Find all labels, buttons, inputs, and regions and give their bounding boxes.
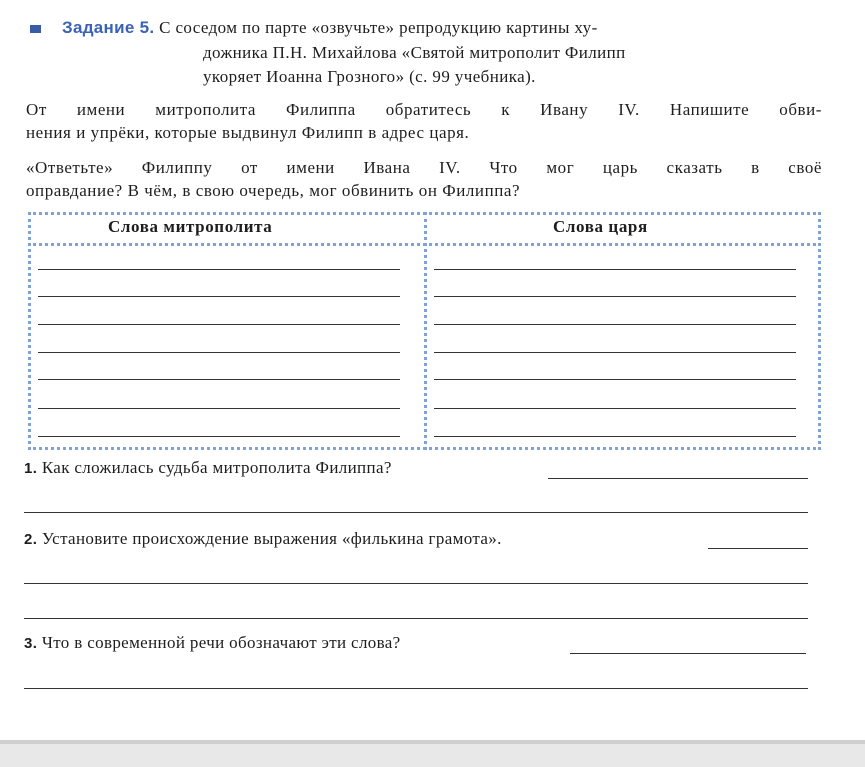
table-right-border (818, 212, 821, 450)
metropolitan-answer-line[interactable] (38, 324, 400, 325)
paragraph-2-line-2: оправдание? В чём, в свою очередь, мог обвинить он Филиппа? (26, 180, 521, 200)
question-1-answer-line[interactable] (24, 512, 808, 513)
instruction-paragraph-2 (26, 157, 822, 202)
viewer-bottom-bar (0, 740, 865, 767)
tsar-answer-line[interactable] (434, 379, 796, 380)
question-2-number: 2. (24, 531, 38, 548)
tsar-answer-line[interactable] (434, 296, 796, 297)
question-3 (24, 633, 401, 653)
question-2-answer-line[interactable] (24, 618, 808, 619)
instruction-paragraph-1 (26, 99, 822, 144)
task-heading (26, 16, 826, 90)
table-left-border (28, 212, 31, 450)
task-label: Задание 5. (62, 18, 155, 37)
paragraph-2-line-1: «Ответьте» Филиппу от имени Ивана IV. Что мог царь сказать в своё (26, 158, 822, 177)
question-1-text: Как сложилась судьба митрополита Филиппа? (41, 458, 392, 477)
question-2 (24, 529, 502, 549)
question-1-number: 1. (24, 460, 38, 477)
question-2-text: Установите происхождение выражения «филькина грамота». (41, 529, 502, 548)
metropolitan-answer-line[interactable] (38, 352, 400, 353)
column-header-tsar: Слова царя (553, 217, 648, 236)
tsar-answer-line[interactable] (434, 436, 796, 437)
tsar-answer-line[interactable] (434, 408, 796, 409)
tsar-answer-line[interactable] (434, 324, 796, 325)
dialogue-table (28, 212, 821, 450)
paragraph-1-line-1: От имени митрополита Филиппа обратитесь к Ивану IV. Напишите обви- (26, 100, 822, 119)
question-3-answer-line[interactable] (24, 688, 808, 689)
metropolitan-answer-line[interactable] (38, 408, 400, 409)
tsar-answer-line[interactable] (434, 269, 796, 270)
metropolitan-answer-line[interactable] (38, 436, 400, 437)
metropolitan-answer-line[interactable] (38, 296, 400, 297)
metropolitan-answer-line[interactable] (38, 269, 400, 270)
question-3-answer-line[interactable] (570, 653, 806, 654)
paragraph-1-line-2: нения и упрёки, которые выдвинул Филипп в адрес царя. (26, 122, 470, 142)
question-1 (24, 458, 392, 478)
question-2-answer-line[interactable] (708, 548, 808, 549)
column-header-metropolitan: Слова митрополита (108, 217, 273, 236)
question-3-number: 3. (24, 635, 38, 652)
task-text-line-2: дожника П.Н. Михайлова «Святой митрополит Филипп (203, 42, 626, 62)
task-text-line-1: С соседом по парте «озвучьте» репродукцию картины ху- (159, 18, 598, 37)
tsar-answer-line[interactable] (434, 352, 796, 353)
metropolitan-answer-line[interactable] (38, 379, 400, 380)
question-1-answer-line[interactable] (548, 478, 808, 479)
question-3-text: Что в современной речи обозначают эти слова? (41, 633, 401, 652)
question-2-answer-line[interactable] (24, 583, 808, 584)
task-text-line-3: укоряет Иоанна Грозного» (с. 99 учебника). (203, 67, 536, 86)
table-middle-divider (424, 212, 427, 450)
